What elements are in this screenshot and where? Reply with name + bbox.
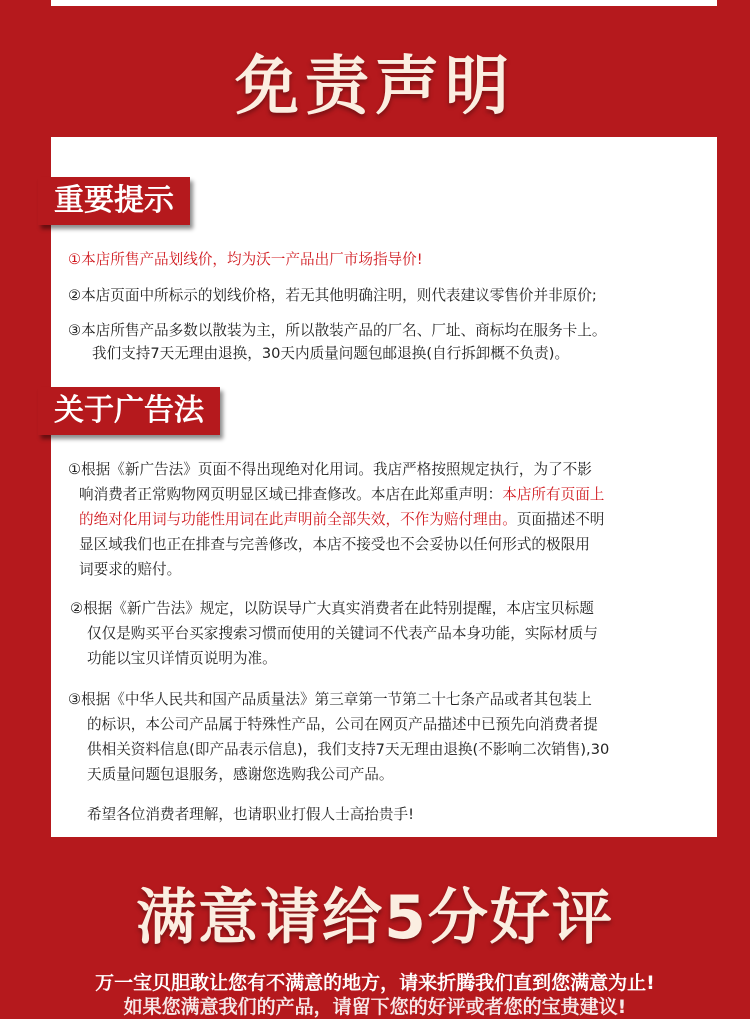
notice-item-3-continued: 我们支持7天无理由退换，30天内质量问题包邮退换(自行拆卸概不负责)。	[92, 345, 570, 362]
notice-item-2: ②本店页面中所标示的划线价格，若无其他明确注明，则代表建议零售价并非原价;	[68, 287, 597, 304]
closing-note: 希望各位消费者理解，也请职业打假人士高抬贵手!	[87, 806, 414, 823]
ad-law-para1-line4: 显区域我们也正在排查与完善修改，本店不接受也不会妥协以任何形式的极限用	[79, 536, 590, 553]
notice-item-1: ①本店所售产品划线价，均为沃一产品出厂市场指导价!	[68, 251, 423, 268]
ad-law-para3-line1: ③根据《中华人民共和国产品质量法》第三章第一节第二十七条产品或者其包装上	[68, 691, 592, 708]
ad-law-para1-line3-text: 页面描述不明	[516, 511, 605, 528]
ad-law-para2-line3: 功能以宝贝详情页说明为准。	[87, 650, 277, 667]
top-white-strip	[51, 0, 717, 6]
ad-law-para1-line2-text: 响消费者正常购物网页明显区域已排查修改。本店在此郑重声明：	[79, 486, 503, 503]
ad-law-para1-highlight-a: 本店所有页面上	[502, 486, 605, 503]
ad-law-para1-line5: 词要求的赔付。	[79, 561, 182, 578]
ad-law-para2-line2: 仅仅是购买平台买家搜索习惯而使用的关键词不代表产品本身功能，实际材质与	[87, 625, 598, 642]
rating-request-title: 满意请给5分好评	[136, 883, 614, 953]
ad-law-para3-line2: 的标识，本公司产品属于特殊性产品，公司在网页产品描述中已预先向消费者提	[87, 716, 598, 733]
ad-law-para1-line3	[79, 508, 604, 531]
satisfaction-promise: 万一宝贝胆敢让您有不满意的地方，请来折腾我们直到您满意为止!	[95, 972, 655, 994]
ad-law-para1-highlight-b: 的绝对化用词与功能性用词在此声明前全部失效，不作为赔付理由。	[79, 511, 517, 528]
ad-law-para1-line1: ①根据《新广告法》页面不得出现绝对化用词。我店严格按照规定执行，为了不影	[68, 461, 592, 478]
review-request: 如果您满意我们的产品，请留下您的好评或者您的宝贵建议!	[123, 996, 627, 1018]
page-title: 免责声明	[235, 50, 515, 124]
notice-item-3: ③本店所售产品多数以散装为主，所以散装产品的厂名、厂址、商标均在服务卡上。	[68, 322, 607, 339]
ad-law-para3-line4: 天质量问题包退服务，感谢您选购我公司产品。	[87, 766, 394, 783]
ad-law-para1-line2	[79, 483, 604, 506]
section-tag-ad-law: 关于广告法	[38, 387, 220, 435]
ad-law-para2-line1: ②根据《新广告法》规定，以防误导广大真实消费者在此特别提醒，本店宝贝标题	[70, 600, 594, 617]
section-tag-important: 重要提示	[38, 177, 190, 225]
ad-law-para3-line3: 供相关资料信息(即产品表示信息)，我们支持7天无理由退换(不影响二次销售),30	[87, 741, 610, 758]
